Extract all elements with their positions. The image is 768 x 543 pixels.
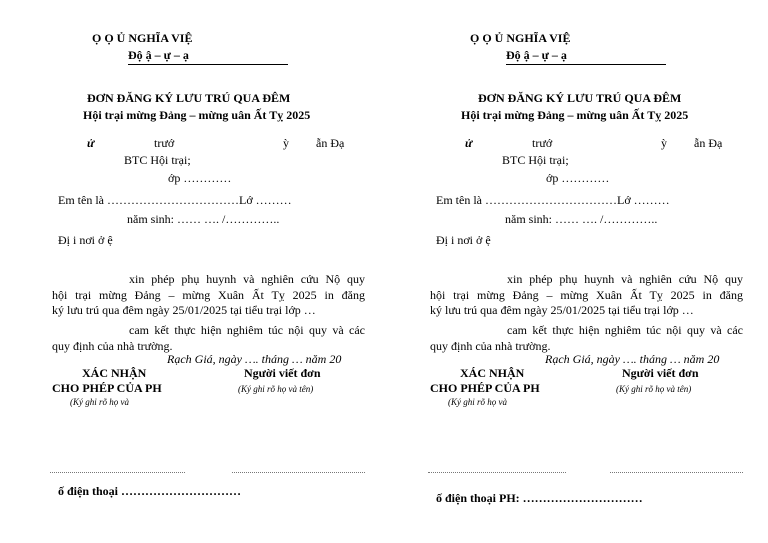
request-paragraph-line1: xin phép phụ huynh và nghiên cứu Nộ quy bbox=[507, 272, 743, 286]
confirm-title: XÁC NHẬN bbox=[460, 366, 525, 380]
confirm-title: XÁC NHẬN bbox=[82, 366, 147, 380]
phone-field: ố điện thoại ………………………… bbox=[58, 484, 242, 498]
btc-line: BTC Hội trại; bbox=[124, 153, 191, 167]
commit-paragraph-line1: cam kết thực hiện nghiêm túc nội quy và các bbox=[507, 323, 743, 337]
addressee-text-3: ẫn Đạ bbox=[316, 136, 345, 150]
parent-signature-line bbox=[50, 472, 185, 473]
parent-signature-line bbox=[428, 472, 566, 473]
confirm-note: (Ký ghi rõ họ và bbox=[70, 397, 129, 407]
registration-form-left bbox=[50, 0, 380, 543]
addressee-text: trướ bbox=[154, 136, 175, 150]
commit-paragraph-line2: quy định của nhà trường. bbox=[430, 339, 551, 353]
request-paragraph-line3: ký lưu trú qua đêm ngày 25/01/2025 tại tiểu trại lớp … bbox=[430, 303, 694, 317]
writer-note: (Ký ghi rõ họ và tên) bbox=[238, 384, 314, 394]
addressee-label: ử bbox=[87, 136, 95, 150]
confirm-note: (Ký ghi rõ họ và bbox=[448, 397, 507, 407]
date-line: Rạch Giá, ngày …. tháng … năm 20 bbox=[167, 352, 342, 366]
request-paragraph-line2: hội trại mừng Đảng – mừng Xuân Ất Tỵ 2025 in đăng bbox=[430, 288, 743, 302]
writer-title: Người viết đơn bbox=[244, 366, 321, 380]
form-title: ĐƠN ĐĂNG KÝ LƯU TRÚ QUA ĐÊM bbox=[478, 91, 682, 105]
national-header: Ọ Ọ Ủ NGHĨA VIỆ bbox=[92, 31, 193, 45]
commit-paragraph-line1: cam kết thực hiện nghiêm túc nội quy và các bbox=[129, 323, 365, 337]
form-subtitle: Hội trại mừng Đảng – mừng uân Ất Tỵ 2025 bbox=[83, 108, 311, 122]
writer-signature-line bbox=[610, 472, 743, 473]
name-field: Em tên là ……………………………Lớ ……… bbox=[58, 193, 292, 207]
writer-note: (Ký ghi rõ họ và tên) bbox=[616, 384, 692, 394]
address-field: Đị i nơi ở ệ bbox=[58, 233, 113, 247]
request-paragraph-line3: ký lưu trú qua đêm ngày 25/01/2025 tại tiểu trại lớp … bbox=[52, 303, 316, 317]
class-line: ớp ………… bbox=[546, 171, 610, 185]
name-field: Em tên là ……………………………Lớ ……… bbox=[436, 193, 670, 207]
class-line: ớp ………… bbox=[168, 171, 232, 185]
national-header: Ọ Ọ Ủ NGHĨA VIỆ bbox=[470, 31, 571, 45]
commit-paragraph-line2: quy định của nhà trường. bbox=[52, 339, 173, 353]
birth-field: năm sinh: …… …. /………….. bbox=[505, 212, 658, 226]
writer-signature-line bbox=[232, 472, 365, 473]
confirm-title-2: CHO PHÉP CỦA PH bbox=[52, 381, 162, 395]
request-paragraph-line2: hội trại mừng Đảng – mừng Xuân Ất Tỵ 2025 in đăng bbox=[52, 288, 365, 302]
motto: Độ ậ – ự – ạ bbox=[506, 48, 666, 65]
addressee-label: ử bbox=[465, 136, 473, 150]
birth-field: năm sinh: …… …. /………….. bbox=[127, 212, 280, 226]
phone-field: ố điện thoại PH: ………………………… bbox=[436, 491, 643, 505]
addressee-text: trướ bbox=[532, 136, 553, 150]
request-paragraph-line1: xin phép phụ huynh và nghiên cứu Nộ quy bbox=[129, 272, 365, 286]
confirm-title-2: CHO PHÉP CỦA PH bbox=[430, 381, 540, 395]
form-title: ĐƠN ĐĂNG KÝ LƯU TRÚ QUA ĐÊM bbox=[87, 91, 291, 105]
addressee-text-3: ẫn Đạ bbox=[694, 136, 723, 150]
form-subtitle: Hội trại mừng Đảng – mừng uân Ất Tỵ 2025 bbox=[461, 108, 689, 122]
date-line: Rạch Giá, ngày …. tháng … năm 20 bbox=[545, 352, 720, 366]
address-field: Đị i nơi ở ệ bbox=[436, 233, 491, 247]
addressee-text-2: ỳ bbox=[661, 136, 667, 150]
addressee-text-2: ỳ bbox=[283, 136, 289, 150]
motto: Độ ậ – ự – ạ bbox=[128, 48, 288, 65]
writer-title: Người viết đơn bbox=[622, 366, 699, 380]
btc-line: BTC Hội trại; bbox=[502, 153, 569, 167]
registration-form-right bbox=[428, 0, 758, 543]
